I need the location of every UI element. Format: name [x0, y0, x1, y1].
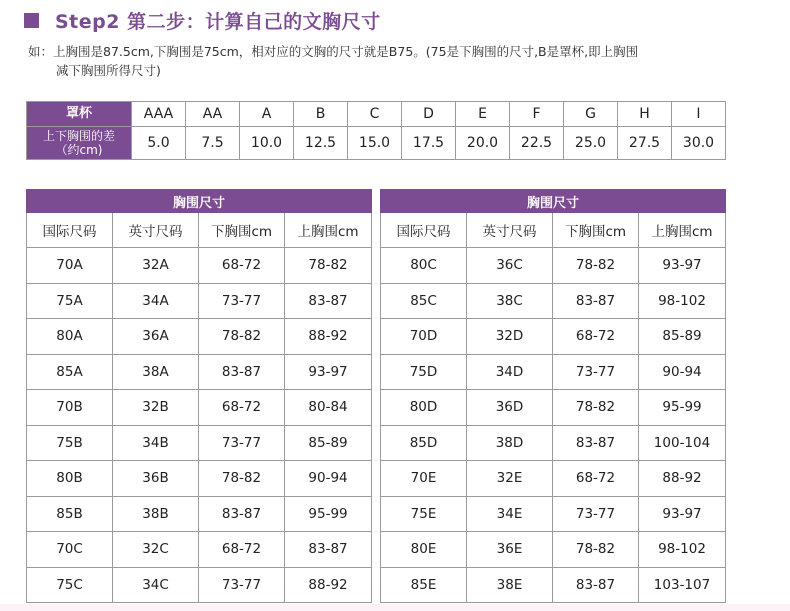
table-cell: 70D	[381, 319, 467, 355]
table-cell: 93-97	[639, 248, 726, 284]
column-header: 英寸尺码	[113, 213, 199, 248]
table-row	[381, 390, 726, 426]
cup-cell: B	[294, 102, 348, 127]
table-row	[381, 248, 726, 284]
table-cell: 36D	[467, 390, 553, 426]
column-header: 英寸尺码	[467, 213, 553, 248]
table-cell: 90-94	[285, 461, 372, 497]
table-cell: 98-102	[639, 283, 726, 319]
diff-cell: 27.5	[618, 127, 672, 160]
title-square-icon	[24, 13, 39, 28]
table-row	[27, 354, 372, 390]
table-cell: 38E	[467, 567, 553, 603]
table-cell: 80D	[381, 390, 467, 426]
table-cell: 36C	[467, 248, 553, 284]
cup-row-header: 罩杯	[27, 102, 132, 127]
table-cell: 88-92	[285, 567, 372, 603]
intro-line-1: 如：上胸围是87.5cm,下胸围是75cm，相对应的文胸的尺寸就是B75。(75是下胸围的尺寸,B是罩杯,即上胸围	[28, 44, 639, 59]
diff-cell: 15.0	[348, 127, 402, 160]
table-cell: 85C	[381, 283, 467, 319]
table-row	[381, 461, 726, 497]
column-header: 国际尺码	[381, 213, 467, 248]
table-cell: 38C	[467, 283, 553, 319]
size-table-right	[380, 189, 726, 603]
table-cell: 80-84	[285, 390, 372, 426]
table-cell: 90-94	[639, 354, 726, 390]
table-cell: 80A	[27, 319, 113, 355]
table-cell: 85A	[27, 354, 113, 390]
intro-text	[28, 42, 748, 80]
table-cell: 85-89	[285, 425, 372, 461]
bottom-band	[0, 604, 790, 611]
diff-header-line-1: 上下胸围的差	[42, 129, 115, 143]
table-row	[27, 567, 372, 603]
table-cell: 68-72	[553, 319, 639, 355]
column-header: 下胸围cm	[199, 213, 285, 248]
table-cell: 98-102	[639, 532, 726, 568]
table-cell: 36E	[467, 532, 553, 568]
table-cell: 80B	[27, 461, 113, 497]
table-row	[27, 425, 372, 461]
table-cell: 36A	[113, 319, 199, 355]
cup-cell: H	[618, 102, 672, 127]
table-row	[381, 319, 726, 355]
table-cell: 75D	[381, 354, 467, 390]
table-cell: 83-87	[199, 354, 285, 390]
table-cell: 73-77	[553, 354, 639, 390]
table-cell: 95-99	[285, 496, 372, 532]
table-cell: 103-107	[639, 567, 726, 603]
table-cell: 83-87	[285, 532, 372, 568]
table-cell: 85D	[381, 425, 467, 461]
table-cell: 75E	[381, 496, 467, 532]
table-cell: 93-97	[639, 496, 726, 532]
table-row	[27, 532, 372, 568]
table-cell: 32B	[113, 390, 199, 426]
table-cell: 88-92	[639, 461, 726, 497]
table-cell: 70C	[27, 532, 113, 568]
table-cell: 100-104	[639, 425, 726, 461]
column-header-row	[27, 213, 372, 248]
table-cell: 85-89	[639, 319, 726, 355]
table-cell: 83-87	[285, 283, 372, 319]
column-header: 上胸围cm	[639, 213, 726, 248]
table-cell: 68-72	[199, 532, 285, 568]
table-cell: 34C	[113, 567, 199, 603]
table-cell: 34E	[467, 496, 553, 532]
table-cell: 88-92	[285, 319, 372, 355]
table-cell: 68-72	[199, 390, 285, 426]
table-row	[27, 496, 372, 532]
table-cell: 38B	[113, 496, 199, 532]
cup-cell: E	[456, 102, 510, 127]
diff-cell: 25.0	[564, 127, 618, 160]
table-cell: 93-97	[285, 354, 372, 390]
table-cell: 32D	[467, 319, 553, 355]
diff-cell: 17.5	[402, 127, 456, 160]
table-cell: 36B	[113, 461, 199, 497]
table-cell: 38D	[467, 425, 553, 461]
table-row	[27, 461, 372, 497]
table-cell: 73-77	[553, 496, 639, 532]
diff-cell: 7.5	[186, 127, 240, 160]
table-cell: 73-77	[199, 283, 285, 319]
table-cell: 34B	[113, 425, 199, 461]
table-cell: 70E	[381, 461, 467, 497]
table-cell: 73-77	[199, 567, 285, 603]
table-caption-row	[27, 190, 372, 213]
cup-cell: AAA	[132, 102, 186, 127]
cup-cell: D	[402, 102, 456, 127]
cup-cell: F	[510, 102, 564, 127]
table-cell: 32A	[113, 248, 199, 284]
table-cell: 83-87	[553, 567, 639, 603]
intro-line-2: 减下胸围所得尺寸)	[56, 63, 161, 78]
diff-cell: 10.0	[240, 127, 294, 160]
cup-size-table	[26, 101, 726, 160]
diff-row-header	[27, 127, 132, 160]
table-row	[381, 283, 726, 319]
table-cell: 75B	[27, 425, 113, 461]
table-cell: 95-99	[639, 390, 726, 426]
cup-cell: I	[672, 102, 726, 127]
table-cell: 83-87	[199, 496, 285, 532]
diff-cell: 22.5	[510, 127, 564, 160]
diff-cell: 30.0	[672, 127, 726, 160]
table-row	[381, 532, 726, 568]
column-header: 上胸围cm	[285, 213, 372, 248]
cup-cell: AA	[186, 102, 240, 127]
table-cell: 78-82	[553, 532, 639, 568]
cup-row	[27, 102, 726, 127]
table-cell: 78-82	[285, 248, 372, 284]
table-row	[27, 390, 372, 426]
cup-cell: G	[564, 102, 618, 127]
table-cell: 32E	[467, 461, 553, 497]
table-row	[27, 248, 372, 284]
table-cell: 85E	[381, 567, 467, 603]
table-caption: 胸围尺寸	[27, 190, 372, 213]
diff-row	[27, 127, 726, 160]
table-cell: 73-77	[199, 425, 285, 461]
table-cell: 80C	[381, 248, 467, 284]
diff-cell: 5.0	[132, 127, 186, 160]
table-cell: 68-72	[553, 461, 639, 497]
diff-cell: 12.5	[294, 127, 348, 160]
table-cell: 85B	[27, 496, 113, 532]
cup-cell: A	[240, 102, 294, 127]
table-caption-row	[381, 190, 726, 213]
cup-cell: C	[348, 102, 402, 127]
table-cell: 38A	[113, 354, 199, 390]
size-table-left	[26, 189, 372, 603]
table-row	[381, 425, 726, 461]
table-row	[381, 496, 726, 532]
table-caption: 胸围尺寸	[381, 190, 726, 213]
table-cell: 70A	[27, 248, 113, 284]
table-cell: 83-87	[553, 425, 639, 461]
table-cell: 32C	[113, 532, 199, 568]
table-cell: 78-82	[199, 461, 285, 497]
diff-cell: 20.0	[456, 127, 510, 160]
table-row	[27, 319, 372, 355]
column-header-row	[381, 213, 726, 248]
column-header: 下胸围cm	[553, 213, 639, 248]
table-row	[27, 283, 372, 319]
table-cell: 34D	[467, 354, 553, 390]
table-cell: 70B	[27, 390, 113, 426]
table-cell: 34A	[113, 283, 199, 319]
table-cell: 78-82	[553, 248, 639, 284]
table-row	[381, 567, 726, 603]
table-cell: 78-82	[199, 319, 285, 355]
diff-header-line-2: （约cm)	[55, 143, 103, 157]
page-title: Step2 第二步：计算自己的文胸尺寸	[55, 10, 381, 33]
table-cell: 78-82	[553, 390, 639, 426]
table-cell: 80E	[381, 532, 467, 568]
table-cell: 75C	[27, 567, 113, 603]
table-cell: 83-87	[553, 283, 639, 319]
table-row	[381, 354, 726, 390]
column-header: 国际尺码	[27, 213, 113, 248]
table-cell: 68-72	[199, 248, 285, 284]
title-row	[24, 6, 381, 34]
table-cell: 75A	[27, 283, 113, 319]
